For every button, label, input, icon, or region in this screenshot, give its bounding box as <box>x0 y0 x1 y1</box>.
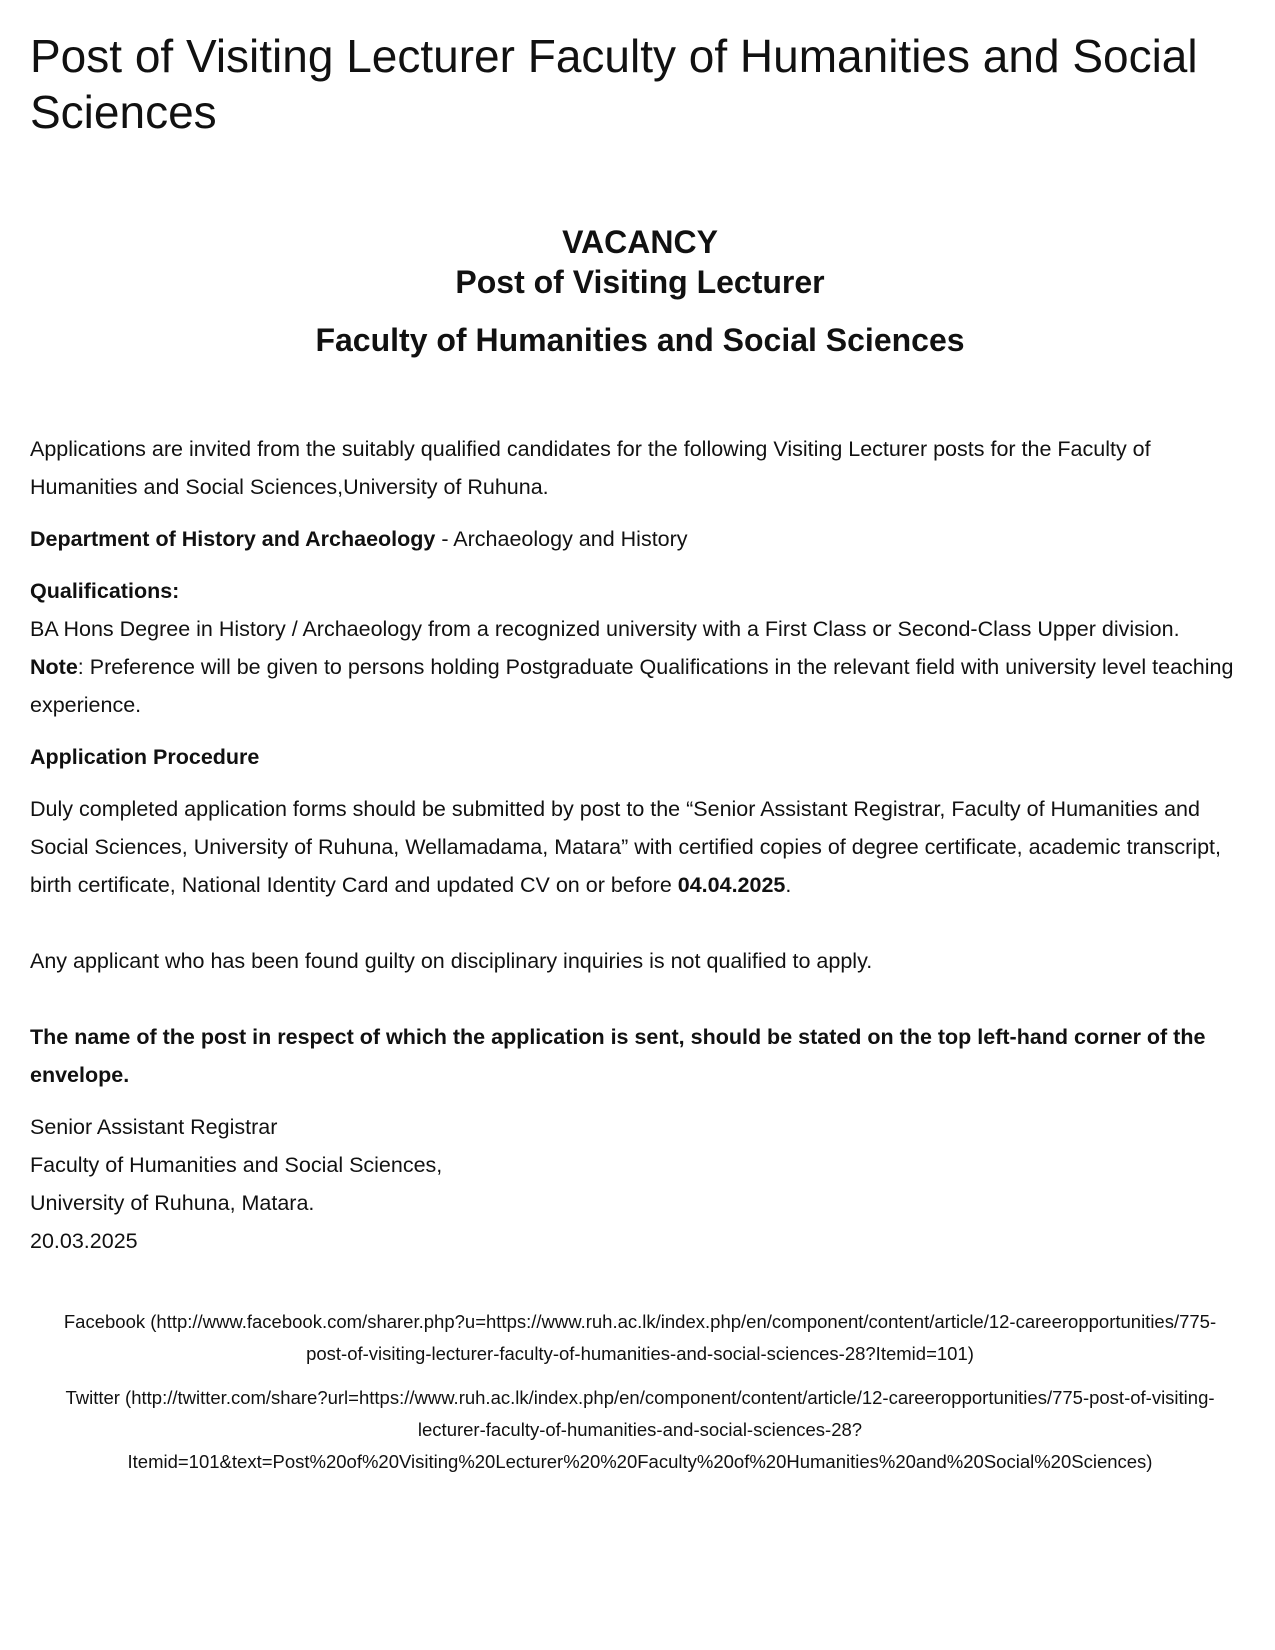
note-line <box>30 648 1250 724</box>
deadline-date: 04.04.2025 <box>677 873 786 897</box>
procedure-text: Duly completed application forms should be submitted by post to the “Senior Assistant Registrar, Faculty of Humanities and Social Sciences, University of Ruhuna, Wellamadama, Matara” with certified copies of degree certificate, academic transcript, birth certificate, National Identity Card and updated CV on or before <box>30 797 1221 897</box>
faculty-heading: Faculty of Humanities and Social Sciences <box>315 322 965 358</box>
intro-paragraph: Applications are invited from the suitably qualified candidates for the following Visiting Lecturer posts for the Faculty of Humanities and Social Sciences,University of Ruhuna. <box>30 437 1151 499</box>
envelope-notice: The name of the post in respect of which the application is sent, should be stated on the top left-hand corner of the envelope. <box>30 1025 1206 1087</box>
department-subjects: - Archaeology and History <box>435 527 688 551</box>
note-label: Note <box>30 655 78 679</box>
page-title: Post of Visiting Lecturer Faculty of Humanities and Social Sciences <box>30 30 1198 138</box>
department-name: Department of History and Archaeology <box>30 527 436 551</box>
twitter-share-link[interactable]: Twitter (http://twitter.com/share?url=https://www.ruh.ac.lk/index.php/en/component/content/article/12-careeropportunities/775-post-of-visiting-lecturer-faculty-of-humanities-and-social-sciences-28?Itemid=101&text=Post%20of%20Visiting%20Lecturer%20%20Faculty%20of%20Humanities%20and%20Social%20Sciences) <box>65 1387 1215 1472</box>
qualifications-text: BA Hons Degree in History / Archaeology from a recognized university with a First Class or Second-Class Upper division. <box>30 617 1180 641</box>
article-body <box>30 430 1250 1260</box>
signature-faculty: Faculty of Humanities and Social Sciences, <box>30 1153 443 1177</box>
share-links <box>30 1306 1250 1478</box>
procedure-heading: Application Procedure <box>30 745 260 769</box>
vacancy-heading-block <box>30 222 1250 360</box>
note-text: : Preference will be given to persons holding Postgraduate Qualifications in the relevant field with university level teaching experience. <box>30 655 1234 717</box>
qualifications-label: Qualifications: <box>30 579 180 603</box>
signature-title: Senior Assistant Registrar <box>30 1115 278 1139</box>
facebook-share <box>50 1306 1230 1370</box>
disqualification-notice: Any applicant who has been found guilty on disciplinary inquiries is not qualified to apply. <box>30 949 873 973</box>
qualifications-section <box>30 572 1250 724</box>
twitter-share <box>50 1382 1230 1478</box>
post-heading: Post of Visiting Lecturer <box>455 264 825 300</box>
signature-university: University of Ruhuna, Matara. <box>30 1191 315 1215</box>
facebook-share-link[interactable]: Facebook (http://www.facebook.com/sharer.php?u=https://www.ruh.ac.lk/index.php/en/component/content/article/12-careeropportunities/775-post-of-visiting-lecturer-faculty-of-humanities-and-social-sciences-28?Itemid=101) <box>63 1311 1217 1364</box>
vacancy-heading: VACANCY <box>562 224 718 260</box>
page <box>30 0 1250 1478</box>
department-line <box>30 520 1250 558</box>
procedure-paragraph: Duly completed application forms should be submitted by post to the “Senior Assistant Registrar, Faculty of Humanities and Social Sciences, University of Ruhuna, Wellamadama, Matara” with certified copies of degree certificate, academic transcript, birth certificate, National Identity Card and updated CV on or before 04.04.2025. <box>30 797 1221 897</box>
signature-date: 20.03.2025 <box>30 1229 138 1253</box>
signature-block <box>30 1108 1250 1260</box>
